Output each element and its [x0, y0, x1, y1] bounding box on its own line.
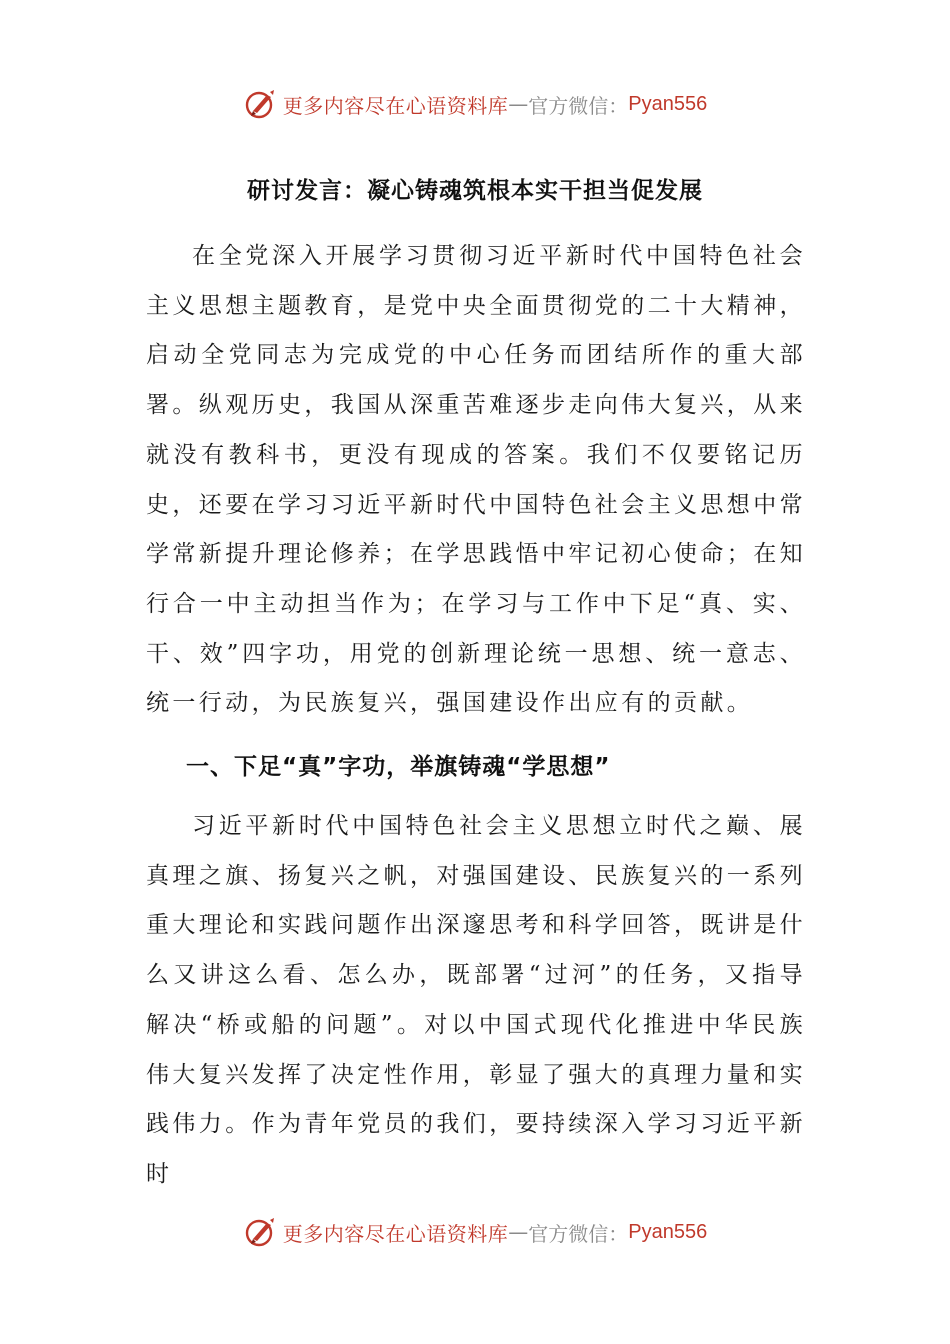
footer-watermark	[0, 1212, 950, 1252]
watermark-site-text: 更多内容尽在心语资料库	[282, 93, 509, 118]
watermark-separator: —	[508, 92, 529, 116]
body-paragraph-2: 习近平新时代中国特色社会主义思想立时代之巅、展真理之旗、扬复兴之帆，对强国建设、民族复兴的一系列重大理论和实践问题作出深邃思考和科学回答，既讲是什么又讲这么看、怎么办，既部署“过河”的任务，又指导解决“桥或船的问题”。对以中国式现代化推进中华民族伟大复兴发挥了决定性作用，彰显了强大的真理力量和实践伟力。作为青年党员的我们，要持续深入学习习近平新时	[146, 813, 806, 1187]
watermark-wechat-label: 官方微信：	[528, 93, 629, 118]
pen-logo-icon	[243, 86, 279, 122]
pen-logo-icon	[243, 1214, 279, 1250]
watermark-separator: —	[508, 1220, 529, 1244]
watermark-site-text: 更多内容尽在心语资料库	[282, 1221, 509, 1246]
watermark-wechat-label: 官方微信：	[528, 1221, 629, 1246]
watermark-wechat-id: Pyan556	[628, 92, 708, 115]
watermark-wechat-id: Pyan556	[628, 1220, 708, 1243]
document-title: 研讨发言：凝心铸魂筑根本实干担当促发展	[247, 178, 703, 204]
header-watermark	[0, 84, 950, 124]
section-heading-1: 一、下足“真”字功，举旗铸魂“学思想”	[186, 754, 611, 780]
body-paragraph-1: 在全党深入开展学习贯彻习近平新时代中国特色社会主义思想主题教育，是党中央全面贯彻党的二十大精神，启动全党同志为完成党的中心任务而团结所作的重大部署。纵观历史，我国从深重苦难逐步走向伟大复兴，从来就没有教科书，更没有现成的答案。我们不仅要铭记历史，还要在学习习近平新时代中国特色社会主义思想中常学常新提升理论修养；在学思践悟中牢记初心使命；在知行合一中主动担当作为；在学习与工作中下足“真、实、干、效”四字功，用党的创新理论统一思想、统一意志、统一行动，为民族复兴，强国建设作出应有的贡献。	[146, 243, 806, 717]
